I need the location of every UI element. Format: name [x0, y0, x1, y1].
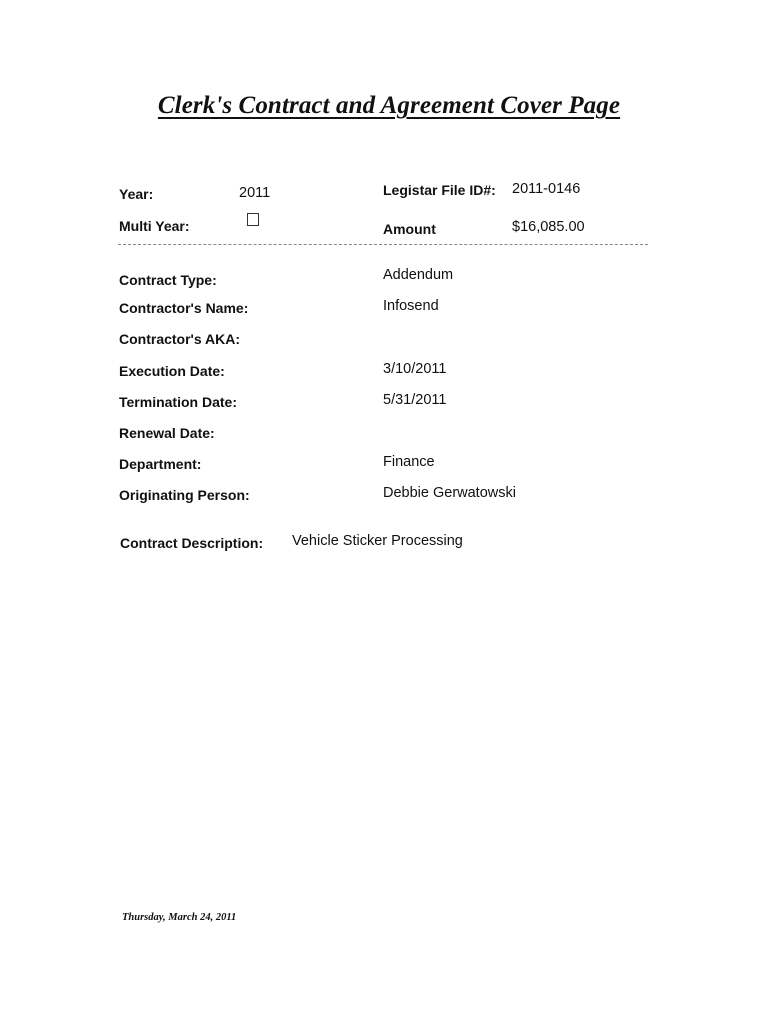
- termination-date-label: Termination Date:: [119, 394, 237, 410]
- page-title: Clerk's Contract and Agreement Cover Page: [157, 92, 621, 119]
- footer-date: Thursday, March 24, 2011: [122, 912, 237, 923]
- multi-year-label: Multi Year:: [119, 218, 190, 234]
- contractor-name-label: Contractor's Name:: [119, 300, 249, 316]
- amount-label: Amount: [383, 221, 436, 237]
- contract-type-label: Contract Type:: [119, 272, 217, 288]
- termination-date-value: 5/31/2011: [383, 392, 447, 408]
- contractor-name-value: Infosend: [383, 298, 439, 314]
- contractor-aka-label: Contractor's AKA:: [119, 331, 241, 347]
- contract-description-label: Contract Description:: [120, 535, 264, 551]
- year-label: Year:: [119, 186, 154, 202]
- department-value: Finance: [383, 454, 435, 470]
- legistar-file-id-label: Legistar File ID#:: [383, 182, 496, 198]
- section-divider: [118, 244, 648, 245]
- year-value: 2011: [239, 185, 271, 201]
- department-label: Department:: [119, 456, 202, 472]
- contract-type-value: Addendum: [383, 267, 454, 283]
- originating-person-label: Originating Person:: [119, 487, 250, 503]
- renewal-date-label: Renewal Date:: [119, 425, 215, 441]
- amount-value: $16,085.00: [512, 219, 585, 235]
- execution-date-value: 3/10/2011: [383, 361, 447, 377]
- originating-person-value: Debbie Gerwatowski: [383, 485, 516, 501]
- execution-date-label: Execution Date:: [119, 363, 225, 379]
- legistar-file-id-value: 2011-0146: [512, 181, 581, 197]
- contract-description-value: Vehicle Sticker Processing: [292, 533, 463, 549]
- multi-year-checkbox: [247, 213, 259, 226]
